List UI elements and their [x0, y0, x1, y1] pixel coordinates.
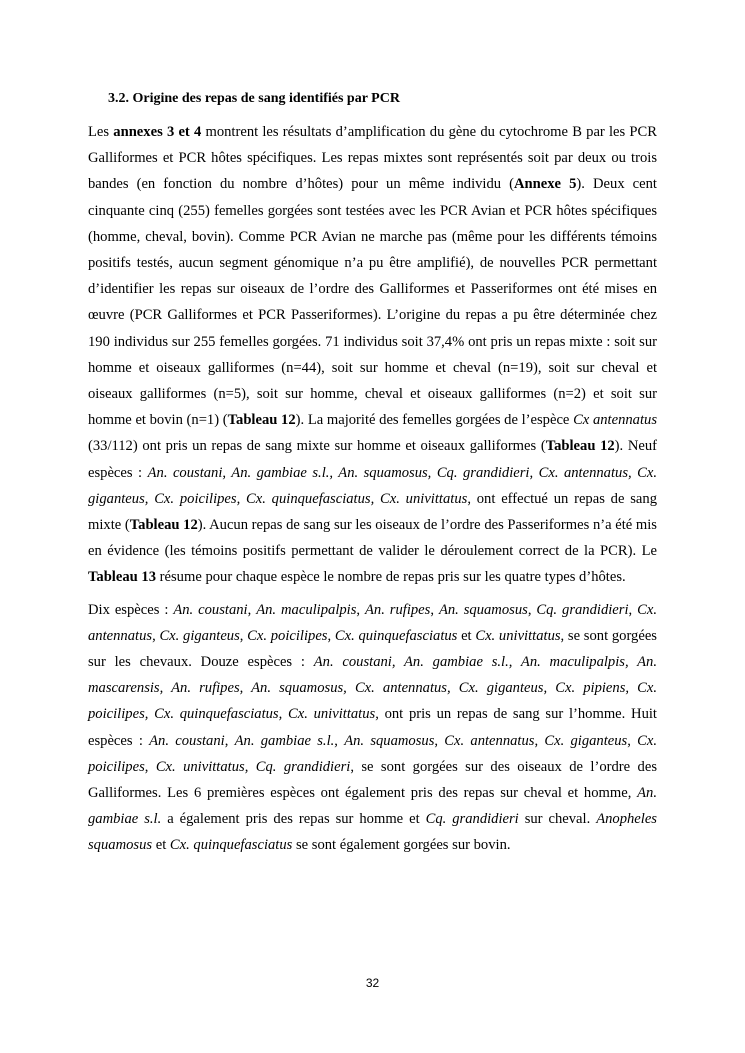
paragraph-2-run: Cx. antennatus — [88, 601, 657, 644]
paragraph-2 — [88, 597, 657, 859]
paragraph-1-run: résume pour chaque espèce le nombre de repas pris sur les quatre types d’hôtes. — [156, 569, 626, 586]
paragraph-1-run: Tableau 12 — [227, 412, 296, 429]
paragraph-2-run: et — [152, 837, 170, 854]
paragraph-2-run: , — [152, 627, 160, 644]
paragraph-1-run: ). Aucun repas de sang sur les oiseaux de l’ordre des Passeriformes n’a été mis en évidence (les témoins positifs permettant de valider le déroulement correct de la PCR). Le — [88, 517, 657, 560]
paragraph-2-run: , — [527, 601, 537, 618]
paragraph-1-run: Tableau 12 — [545, 438, 615, 455]
paragraph-2-run: Cq. grandidieri — [536, 601, 629, 618]
paragraph-1-run: annexes 3 et 4 — [113, 124, 202, 140]
paragraph-1-run: Tableau 13 — [88, 569, 156, 586]
paragraph-1-run: Tableau 12 — [129, 517, 198, 534]
paragraph-2-run: , — [628, 601, 638, 618]
paragraph-2-run: , — [356, 601, 365, 618]
paragraph-2-run: Cx. univittatus, Cq. grandidieri — [155, 758, 351, 775]
paragraph-2-run: An. maculipalpis — [256, 601, 357, 618]
paragraph-2-run: An. squamosus — [344, 732, 435, 749]
paragraph-1-run: ). Deux cent cinquante cinq (255) femelles gorgées sont testées avec les PCR Avian et PCR hôtes spécifiques (homme, cheval, bovin). Comme PCR Avian ne marche pas (même pour les différents témoins positifs testés, aucun segment génomique n’a pu être amplifié), de nouvelles PCR permettant d’identifier les repas sur oiseaux de l’ordre des Galliformes et Passeriformes ont été mises en œuvre (PCR Galliformes et PCR Passeriformes). L’origine du repas a pu être déterminée chez 190 individus sur 255 femelles gorgées. 71 individus soit 37,4% ont pris un repas mixte : soit sur homme et oiseaux galliformes (n=44), soit sur homme et cheval (n=19), soit sur cheval et oiseaux galliformes (n=5), soit sur homme, cheval et oiseaux galliformes (n=2) et soit sur homme et bovin (n=1) ( — [88, 176, 657, 429]
paragraph-2-run: , — [144, 758, 156, 775]
paragraph-2-run: , — [534, 732, 545, 749]
paragraph-2-run: , — [327, 627, 335, 644]
paragraph-1-run: , ont effectué un repas de sang mixte ( — [88, 490, 657, 534]
paragraph-2-run: Cq. grandidieri — [425, 811, 519, 828]
paragraph-2-run: , — [224, 732, 235, 749]
paragraph-2-run: , — [334, 732, 345, 749]
paragraph-2-run: sur cheval. — [518, 811, 597, 828]
paragraph-2-run: An. squamosus — [438, 601, 528, 618]
paragraph-2-run: An. gambiae s.l. — [234, 732, 335, 749]
paragraph-2-run: , — [430, 601, 439, 618]
paragraph-2-run: a également pris des repas sur homme et — [161, 811, 426, 828]
paragraph-2-run: Cx. poicilipes — [247, 627, 328, 644]
paragraph-2-run: , se sont gorgées sur des oiseaux de l’ordre des Galliformes. Les 6 premières espèces ont également pris des repas sur cheval et homme, — [88, 758, 657, 802]
paragraph-2-run: An. coustani — [149, 732, 225, 749]
section-heading: 3.2. Origine des repas de sang identifiés par PCR — [108, 91, 400, 106]
paragraph-2-run: Cx. poicilipes — [88, 732, 658, 775]
paragraph-2-run: , — [247, 601, 257, 618]
paragraph-1-run: montrent les résultats d’amplification du gène du cytochrome B par les PCR Galliformes et PCR hôtes spécifiques. Les repas mixtes sont représentés soit par deux ou trois bandes (en fonction du nombre d’hôtes) pour un même individu ( — [88, 124, 657, 193]
paragraph-2-run: Cx. univittatus — [475, 627, 561, 644]
paragraph-2-run: Anopheles squamosus — [88, 811, 657, 854]
paragraph-2-run: An. gambiae s.l. — [88, 785, 657, 828]
paragraph-2-run: , — [239, 627, 248, 644]
paragraph-2-run: Cx. antennatus — [444, 732, 535, 749]
page-number: 32 — [365, 976, 380, 990]
page-body — [88, 86, 657, 865]
paragraph-1-run: ). Neuf espèces : — [88, 438, 657, 481]
paragraph-2-run: Cx. giganteus — [159, 627, 240, 644]
paragraph-1-run: Annexe 5 — [514, 176, 577, 193]
paragraph-2-run: Dix espèces : — [88, 601, 174, 618]
paragraph-2-run: Cx. quinquefasciatus — [169, 837, 293, 854]
paragraph-2-run: , — [434, 732, 445, 749]
paragraph-1-run: Cx antennatus — [573, 412, 658, 429]
paragraph-1-run: Les — [88, 124, 114, 140]
paragraph-2-run: An. rufipes — [365, 601, 431, 618]
paragraph-2-run: Cx. giganteus — [544, 732, 628, 749]
paragraph-1-run: An. coustani, An. gambiae s.l., An. squamosus, Cq. grandidieri, Cx. antennatus, Cx. giganteus, Cx. poicilipes, Cx. quinquefasciatus, Cx. univittatus — [88, 464, 657, 507]
paragraph-1 — [88, 119, 657, 591]
paragraph-2-run: , — [627, 732, 638, 749]
paragraph-2-run: Cx. quinquefasciatus — [334, 627, 458, 644]
paragraph-2-run: An. coustani — [173, 601, 248, 618]
paragraph-2-run: , ont pris un repas de sang sur l’homme. Huit espèces : — [88, 706, 657, 749]
paragraph-2-run: , se sont gorgées sur les chevaux. Douze espèces : — [88, 627, 657, 671]
paragraph-2-run: se sont également gorgées sur bovin. — [292, 837, 511, 854]
paragraph-1-run: (33/112) ont pris un repas de sang mixte sur homme et oiseaux galliformes ( — [88, 438, 546, 455]
paragraph-1-run: ). La majorité des femelles gorgées de l’espèce — [295, 412, 574, 429]
paragraph-2-run: An. coustani, An. gambiae s.l., An. maculipalpis, An. mascarensis, An. rufipes, An. squamosus, Cx. antennatus, Cx. giganteus, Cx. pipiens, Cx. poicilipes, Cx. quinquefasciatus, Cx. univittatus — [88, 654, 657, 723]
paragraph-2-run: et — [457, 627, 476, 644]
